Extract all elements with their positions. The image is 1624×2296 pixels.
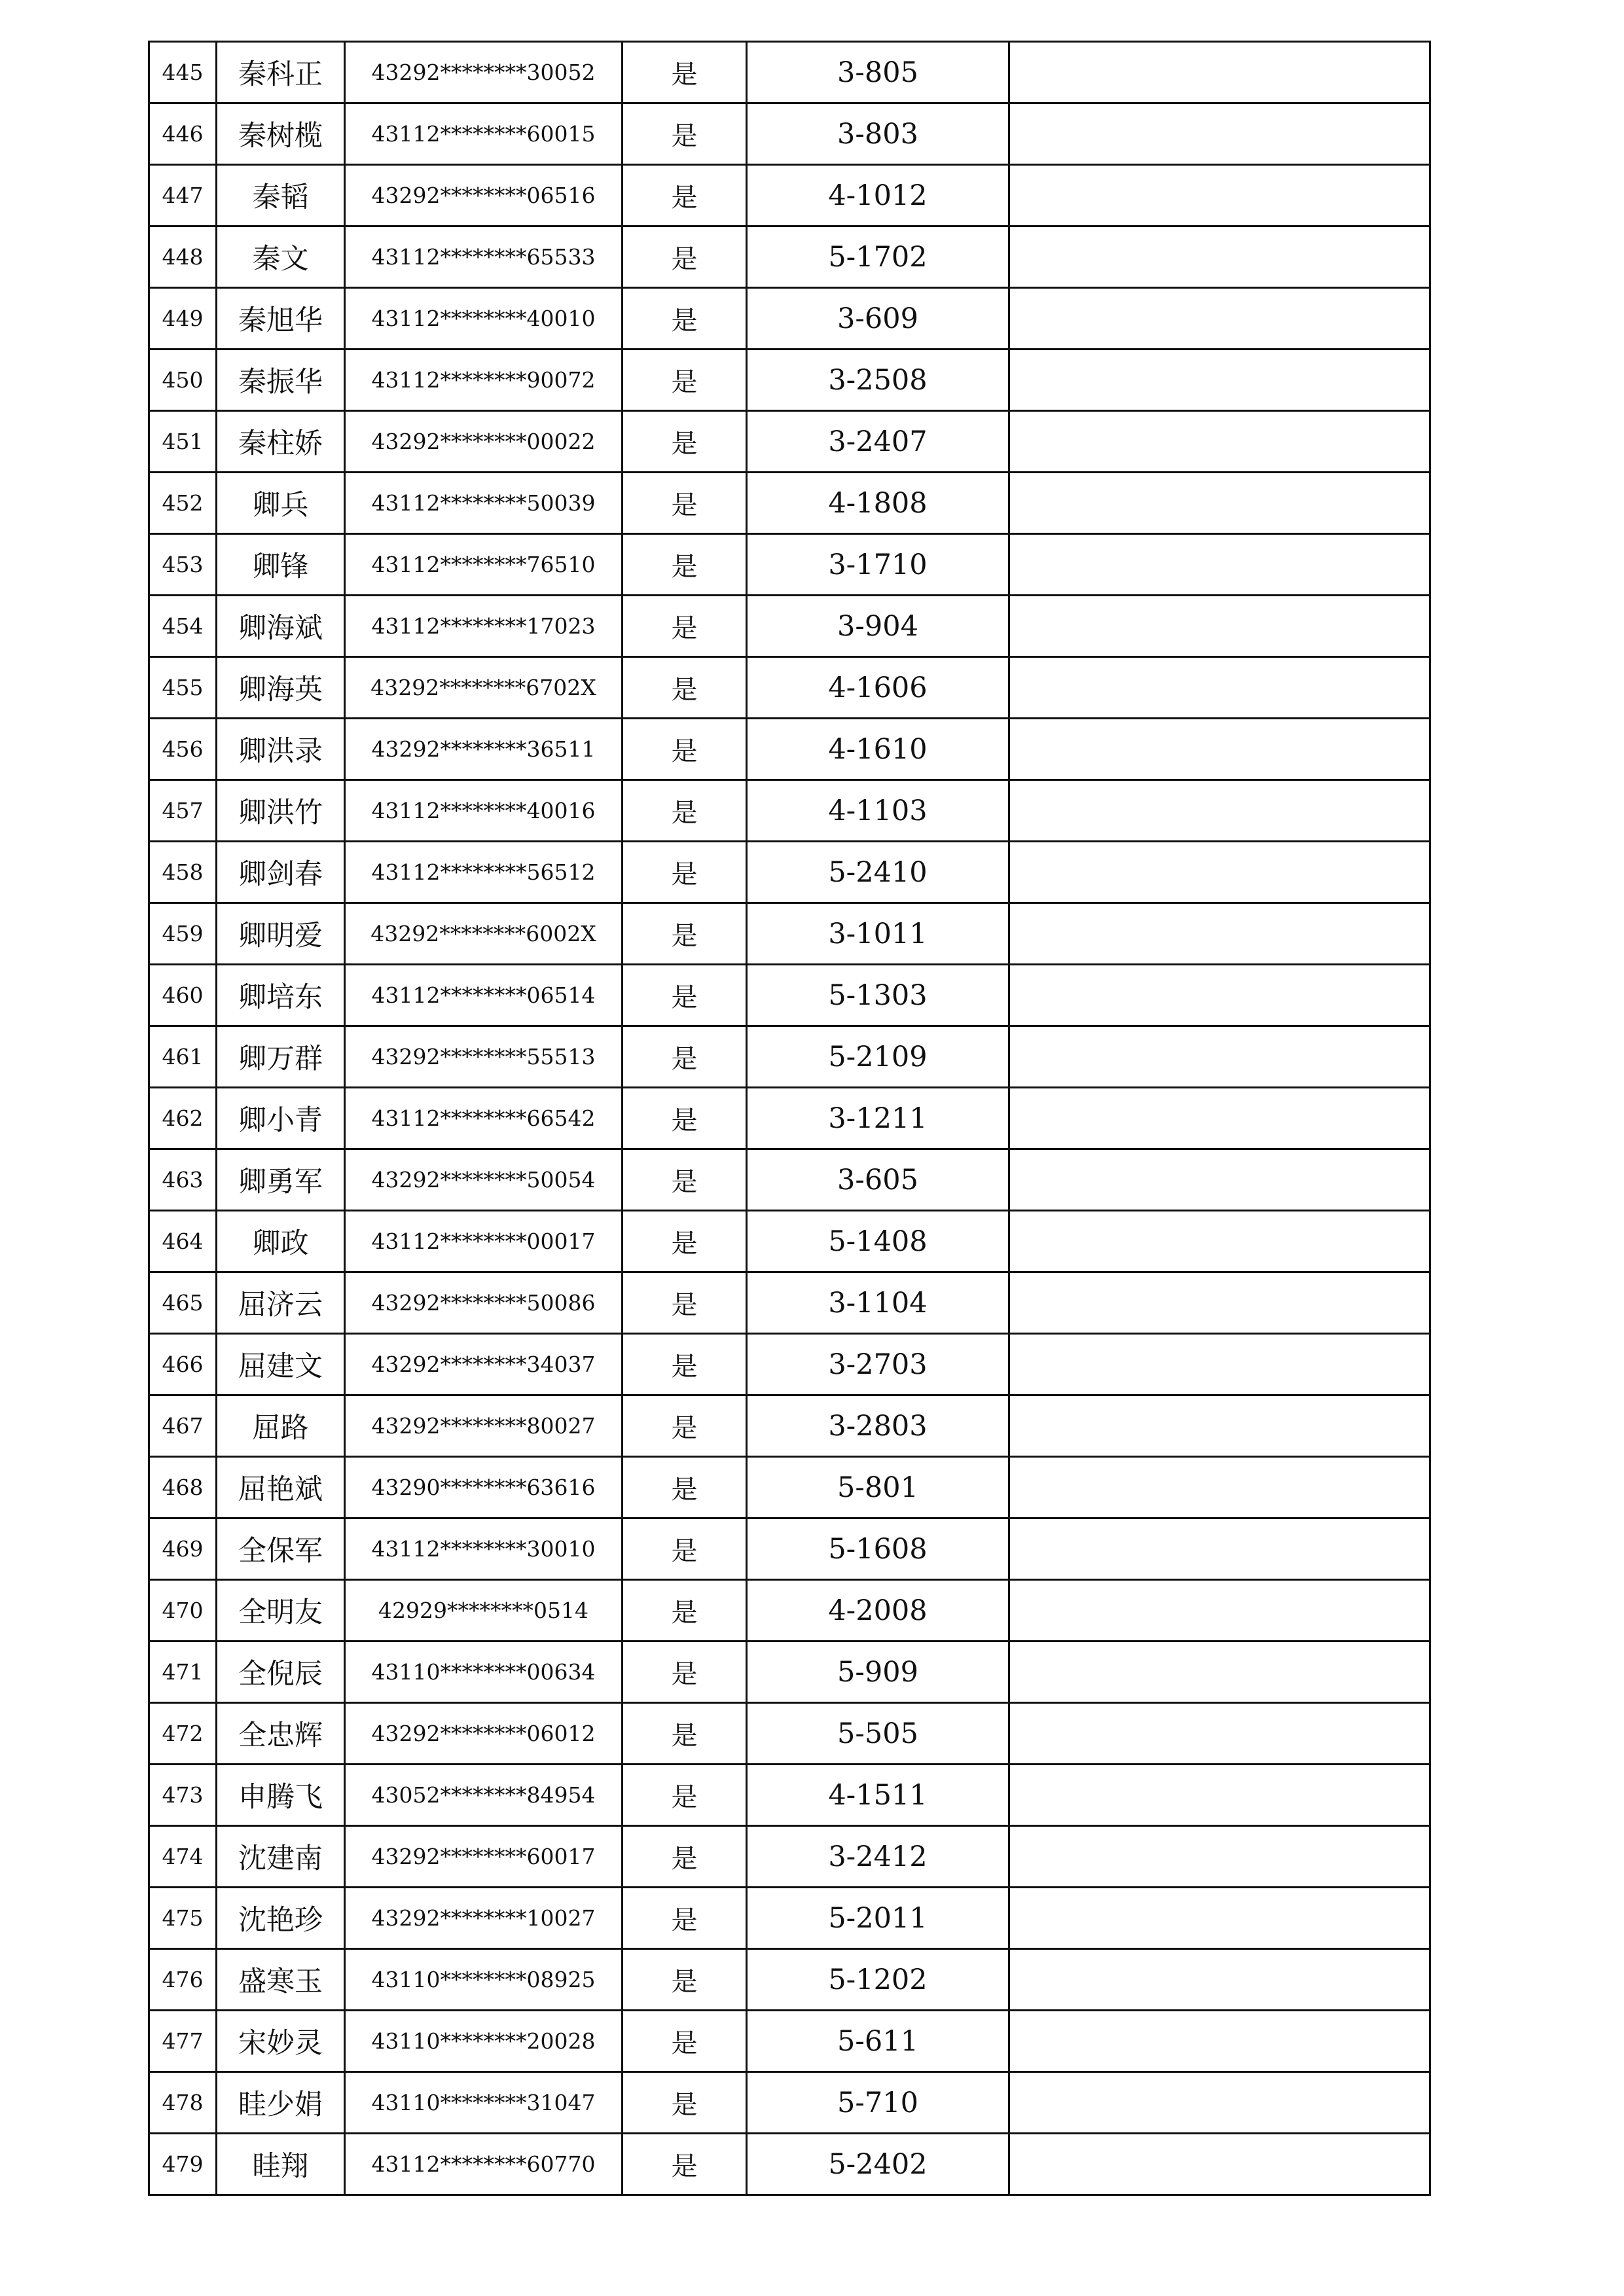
table-row (149, 1272, 1430, 1334)
id-number: 43110********31047 (345, 2072, 623, 2134)
eligibility-flag: 是 (623, 1088, 747, 1149)
row-number: 469 (149, 1518, 217, 1580)
id-number: 43292********80027 (345, 1395, 623, 1457)
row-number: 472 (149, 1703, 217, 1765)
room-number: 5-1303 (747, 965, 1009, 1026)
room-number: 3-1011 (747, 903, 1009, 965)
row-number: 451 (149, 411, 217, 473)
person-name: 秦旭华 (217, 288, 345, 350)
eligibility-flag: 是 (623, 2072, 747, 2134)
remark-cell (1009, 1765, 1430, 1826)
table-row (149, 719, 1430, 780)
eligibility-flag: 是 (623, 1149, 747, 1211)
person-name: 卿洪录 (217, 719, 345, 780)
row-number: 479 (149, 2134, 217, 2195)
room-number: 3-904 (747, 596, 1009, 657)
roster-table-body (149, 42, 1430, 2195)
row-number: 452 (149, 473, 217, 534)
person-name: 屈济云 (217, 1272, 345, 1334)
table-row (149, 1949, 1430, 2011)
remark-cell (1009, 42, 1430, 103)
table-row (149, 2134, 1430, 2195)
id-number: 43112********50039 (345, 473, 623, 534)
eligibility-flag: 是 (623, 719, 747, 780)
room-number: 3-2508 (747, 350, 1009, 411)
person-name: 眭少娟 (217, 2072, 345, 2134)
remark-cell (1009, 2134, 1430, 2195)
table-row (149, 780, 1430, 842)
remark-cell (1009, 1026, 1430, 1088)
row-number: 462 (149, 1088, 217, 1149)
table-row (149, 1518, 1430, 1580)
row-number: 445 (149, 42, 217, 103)
table-row (149, 1826, 1430, 1888)
remark-cell (1009, 1272, 1430, 1334)
id-number: 43112********76510 (345, 534, 623, 596)
table-row (149, 1334, 1430, 1395)
remark-cell (1009, 903, 1430, 965)
id-number: 43292********6002X (345, 903, 623, 965)
eligibility-flag: 是 (623, 657, 747, 719)
remark-cell (1009, 411, 1430, 473)
row-number: 455 (149, 657, 217, 719)
eligibility-flag: 是 (623, 2011, 747, 2072)
table-row (149, 165, 1430, 226)
person-name: 卿锋 (217, 534, 345, 596)
id-number: 43292********50086 (345, 1272, 623, 1334)
room-number: 5-1202 (747, 1949, 1009, 2011)
id-number: 43112********40010 (345, 288, 623, 350)
room-number: 4-1808 (747, 473, 1009, 534)
eligibility-flag: 是 (623, 1211, 747, 1272)
eligibility-flag: 是 (623, 965, 747, 1026)
person-name: 屈建文 (217, 1334, 345, 1395)
eligibility-flag: 是 (623, 903, 747, 965)
eligibility-flag: 是 (623, 1334, 747, 1395)
id-number: 43292********50054 (345, 1149, 623, 1211)
id-number: 43112********30010 (345, 1518, 623, 1580)
id-number: 43112********06514 (345, 965, 623, 1026)
remark-cell (1009, 596, 1430, 657)
id-number: 43112********60770 (345, 2134, 623, 2195)
person-name: 全倪辰 (217, 1641, 345, 1703)
row-number: 457 (149, 780, 217, 842)
id-number: 43290********63616 (345, 1457, 623, 1518)
eligibility-flag: 是 (623, 1765, 747, 1826)
person-name: 全保军 (217, 1518, 345, 1580)
table-row (149, 288, 1430, 350)
eligibility-flag: 是 (623, 165, 747, 226)
id-number: 43292********34037 (345, 1334, 623, 1395)
room-number: 5-2402 (747, 2134, 1009, 2195)
room-number: 5-611 (747, 2011, 1009, 2072)
id-number: 43292********06516 (345, 165, 623, 226)
table-row (149, 1580, 1430, 1641)
person-name: 秦柱娇 (217, 411, 345, 473)
id-number: 43292********30052 (345, 42, 623, 103)
table-row (149, 1395, 1430, 1457)
row-number: 463 (149, 1149, 217, 1211)
remark-cell (1009, 1395, 1430, 1457)
eligibility-flag: 是 (623, 1949, 747, 2011)
person-name: 宋妙灵 (217, 2011, 345, 2072)
eligibility-flag: 是 (623, 534, 747, 596)
remark-cell (1009, 1826, 1430, 1888)
row-number: 447 (149, 165, 217, 226)
row-number: 465 (149, 1272, 217, 1334)
table-row (149, 350, 1430, 411)
row-number: 467 (149, 1395, 217, 1457)
eligibility-flag: 是 (623, 103, 747, 165)
id-number: 43112********40016 (345, 780, 623, 842)
table-row (149, 2011, 1430, 2072)
id-number: 43112********17023 (345, 596, 623, 657)
person-name: 申腾飞 (217, 1765, 345, 1826)
id-number: 43110********00634 (345, 1641, 623, 1703)
remark-cell (1009, 1580, 1430, 1641)
room-number: 4-1012 (747, 165, 1009, 226)
remark-cell (1009, 473, 1430, 534)
eligibility-flag: 是 (623, 842, 747, 903)
person-name: 秦文 (217, 226, 345, 288)
room-number: 5-1408 (747, 1211, 1009, 1272)
remark-cell (1009, 350, 1430, 411)
table-row (149, 1641, 1430, 1703)
remark-cell (1009, 1457, 1430, 1518)
remark-cell (1009, 780, 1430, 842)
table-row (149, 1026, 1430, 1088)
remark-cell (1009, 165, 1430, 226)
room-number: 5-505 (747, 1703, 1009, 1765)
table-row (149, 1088, 1430, 1149)
table-row (149, 411, 1430, 473)
remark-cell (1009, 842, 1430, 903)
room-number: 5-710 (747, 2072, 1009, 2134)
row-number: 476 (149, 1949, 217, 2011)
row-number: 464 (149, 1211, 217, 1272)
row-number: 448 (149, 226, 217, 288)
table-row (149, 965, 1430, 1026)
table-row (149, 103, 1430, 165)
eligibility-flag: 是 (623, 288, 747, 350)
remark-cell (1009, 1518, 1430, 1580)
table-row (149, 657, 1430, 719)
person-name: 盛寒玉 (217, 1949, 345, 2011)
remark-cell (1009, 719, 1430, 780)
row-number: 458 (149, 842, 217, 903)
person-name: 卿万群 (217, 1026, 345, 1088)
row-number: 468 (149, 1457, 217, 1518)
id-number: 43112********66542 (345, 1088, 623, 1149)
id-number: 43292********10027 (345, 1888, 623, 1949)
eligibility-flag: 是 (623, 1272, 747, 1334)
room-number: 5-1608 (747, 1518, 1009, 1580)
remark-cell (1009, 2011, 1430, 2072)
table-row (149, 1149, 1430, 1211)
id-number: 42929********0514 (345, 1580, 623, 1641)
remark-cell (1009, 103, 1430, 165)
row-number: 450 (149, 350, 217, 411)
person-name: 全忠辉 (217, 1703, 345, 1765)
person-name: 卿勇军 (217, 1149, 345, 1211)
room-number: 4-1511 (747, 1765, 1009, 1826)
eligibility-flag: 是 (623, 42, 747, 103)
room-number: 5-1702 (747, 226, 1009, 288)
table-row (149, 1765, 1430, 1826)
room-number: 5-2011 (747, 1888, 1009, 1949)
table-row (149, 1211, 1430, 1272)
id-number: 43292********55513 (345, 1026, 623, 1088)
person-name: 眭翔 (217, 2134, 345, 2195)
row-number: 475 (149, 1888, 217, 1949)
row-number: 449 (149, 288, 217, 350)
eligibility-flag: 是 (623, 2134, 747, 2195)
row-number: 478 (149, 2072, 217, 2134)
person-name: 屈艳斌 (217, 1457, 345, 1518)
id-number: 43110********20028 (345, 2011, 623, 2072)
table-row (149, 226, 1430, 288)
room-number: 4-2008 (747, 1580, 1009, 1641)
id-number: 43292********06012 (345, 1703, 623, 1765)
person-name: 沈建南 (217, 1826, 345, 1888)
eligibility-flag: 是 (623, 473, 747, 534)
person-name: 卿培东 (217, 965, 345, 1026)
person-name: 秦树榄 (217, 103, 345, 165)
id-number: 43112********60015 (345, 103, 623, 165)
eligibility-flag: 是 (623, 596, 747, 657)
row-number: 477 (149, 2011, 217, 2072)
eligibility-flag: 是 (623, 1457, 747, 1518)
remark-cell (1009, 1888, 1430, 1949)
room-number: 3-2703 (747, 1334, 1009, 1395)
room-number: 5-801 (747, 1457, 1009, 1518)
person-name: 卿兵 (217, 473, 345, 534)
remark-cell (1009, 657, 1430, 719)
table-row (149, 1888, 1430, 1949)
eligibility-flag: 是 (623, 780, 747, 842)
eligibility-flag: 是 (623, 1580, 747, 1641)
room-number: 5-2109 (747, 1026, 1009, 1088)
row-number: 473 (149, 1765, 217, 1826)
eligibility-flag: 是 (623, 1888, 747, 1949)
id-number: 43112********00017 (345, 1211, 623, 1272)
person-name: 卿明爱 (217, 903, 345, 965)
room-number: 5-2410 (747, 842, 1009, 903)
room-number: 3-605 (747, 1149, 1009, 1211)
row-number: 470 (149, 1580, 217, 1641)
person-name: 全明友 (217, 1580, 345, 1641)
id-number: 43112********65533 (345, 226, 623, 288)
remark-cell (1009, 965, 1430, 1026)
remark-cell (1009, 1334, 1430, 1395)
remark-cell (1009, 1949, 1430, 2011)
eligibility-flag: 是 (623, 1826, 747, 1888)
room-number: 4-1606 (747, 657, 1009, 719)
id-number: 43112********56512 (345, 842, 623, 903)
person-name: 秦振华 (217, 350, 345, 411)
remark-cell (1009, 1149, 1430, 1211)
row-number: 466 (149, 1334, 217, 1395)
room-number: 3-1710 (747, 534, 1009, 596)
table-row (149, 1703, 1430, 1765)
table-row (149, 842, 1430, 903)
person-name: 卿政 (217, 1211, 345, 1272)
room-number: 4-1103 (747, 780, 1009, 842)
eligibility-flag: 是 (623, 1026, 747, 1088)
person-name: 沈艳珍 (217, 1888, 345, 1949)
remark-cell (1009, 1641, 1430, 1703)
person-name: 卿海英 (217, 657, 345, 719)
room-number: 3-2803 (747, 1395, 1009, 1457)
row-number: 460 (149, 965, 217, 1026)
eligibility-flag: 是 (623, 1395, 747, 1457)
id-number: 43112********90072 (345, 350, 623, 411)
row-number: 454 (149, 596, 217, 657)
table-row (149, 2072, 1430, 2134)
remark-cell (1009, 534, 1430, 596)
room-number: 3-2412 (747, 1826, 1009, 1888)
id-number: 43110********08925 (345, 1949, 623, 2011)
remark-cell (1009, 1211, 1430, 1272)
table-row (149, 473, 1430, 534)
eligibility-flag: 是 (623, 226, 747, 288)
table-row (149, 903, 1430, 965)
id-number: 43292********36511 (345, 719, 623, 780)
person-name: 秦韬 (217, 165, 345, 226)
id-number: 43052********84954 (345, 1765, 623, 1826)
room-number: 3-2407 (747, 411, 1009, 473)
room-number: 3-1211 (747, 1088, 1009, 1149)
row-number: 453 (149, 534, 217, 596)
room-number: 3-805 (747, 42, 1009, 103)
id-number: 43292********6702X (345, 657, 623, 719)
remark-cell (1009, 2072, 1430, 2134)
eligibility-flag: 是 (623, 1518, 747, 1580)
room-number: 5-909 (747, 1641, 1009, 1703)
table-row (149, 42, 1430, 103)
id-number: 43292********60017 (345, 1826, 623, 1888)
id-number: 43292********00022 (345, 411, 623, 473)
table-row (149, 1457, 1430, 1518)
person-name: 屈路 (217, 1395, 345, 1457)
row-number: 456 (149, 719, 217, 780)
roster-table (148, 41, 1431, 2196)
eligibility-flag: 是 (623, 411, 747, 473)
room-number: 4-1610 (747, 719, 1009, 780)
row-number: 446 (149, 103, 217, 165)
table-row (149, 534, 1430, 596)
eligibility-flag: 是 (623, 1641, 747, 1703)
remark-cell (1009, 288, 1430, 350)
remark-cell (1009, 1088, 1430, 1149)
remark-cell (1009, 1703, 1430, 1765)
eligibility-flag: 是 (623, 1703, 747, 1765)
row-number: 459 (149, 903, 217, 965)
eligibility-flag: 是 (623, 350, 747, 411)
room-number: 3-803 (747, 103, 1009, 165)
row-number: 461 (149, 1026, 217, 1088)
person-name: 卿洪竹 (217, 780, 345, 842)
row-number: 474 (149, 1826, 217, 1888)
room-number: 3-609 (747, 288, 1009, 350)
person-name: 秦科正 (217, 42, 345, 103)
person-name: 卿海斌 (217, 596, 345, 657)
row-number: 471 (149, 1641, 217, 1703)
person-name: 卿剑春 (217, 842, 345, 903)
table-row (149, 596, 1430, 657)
person-name: 卿小青 (217, 1088, 345, 1149)
remark-cell (1009, 226, 1430, 288)
room-number: 3-1104 (747, 1272, 1009, 1334)
